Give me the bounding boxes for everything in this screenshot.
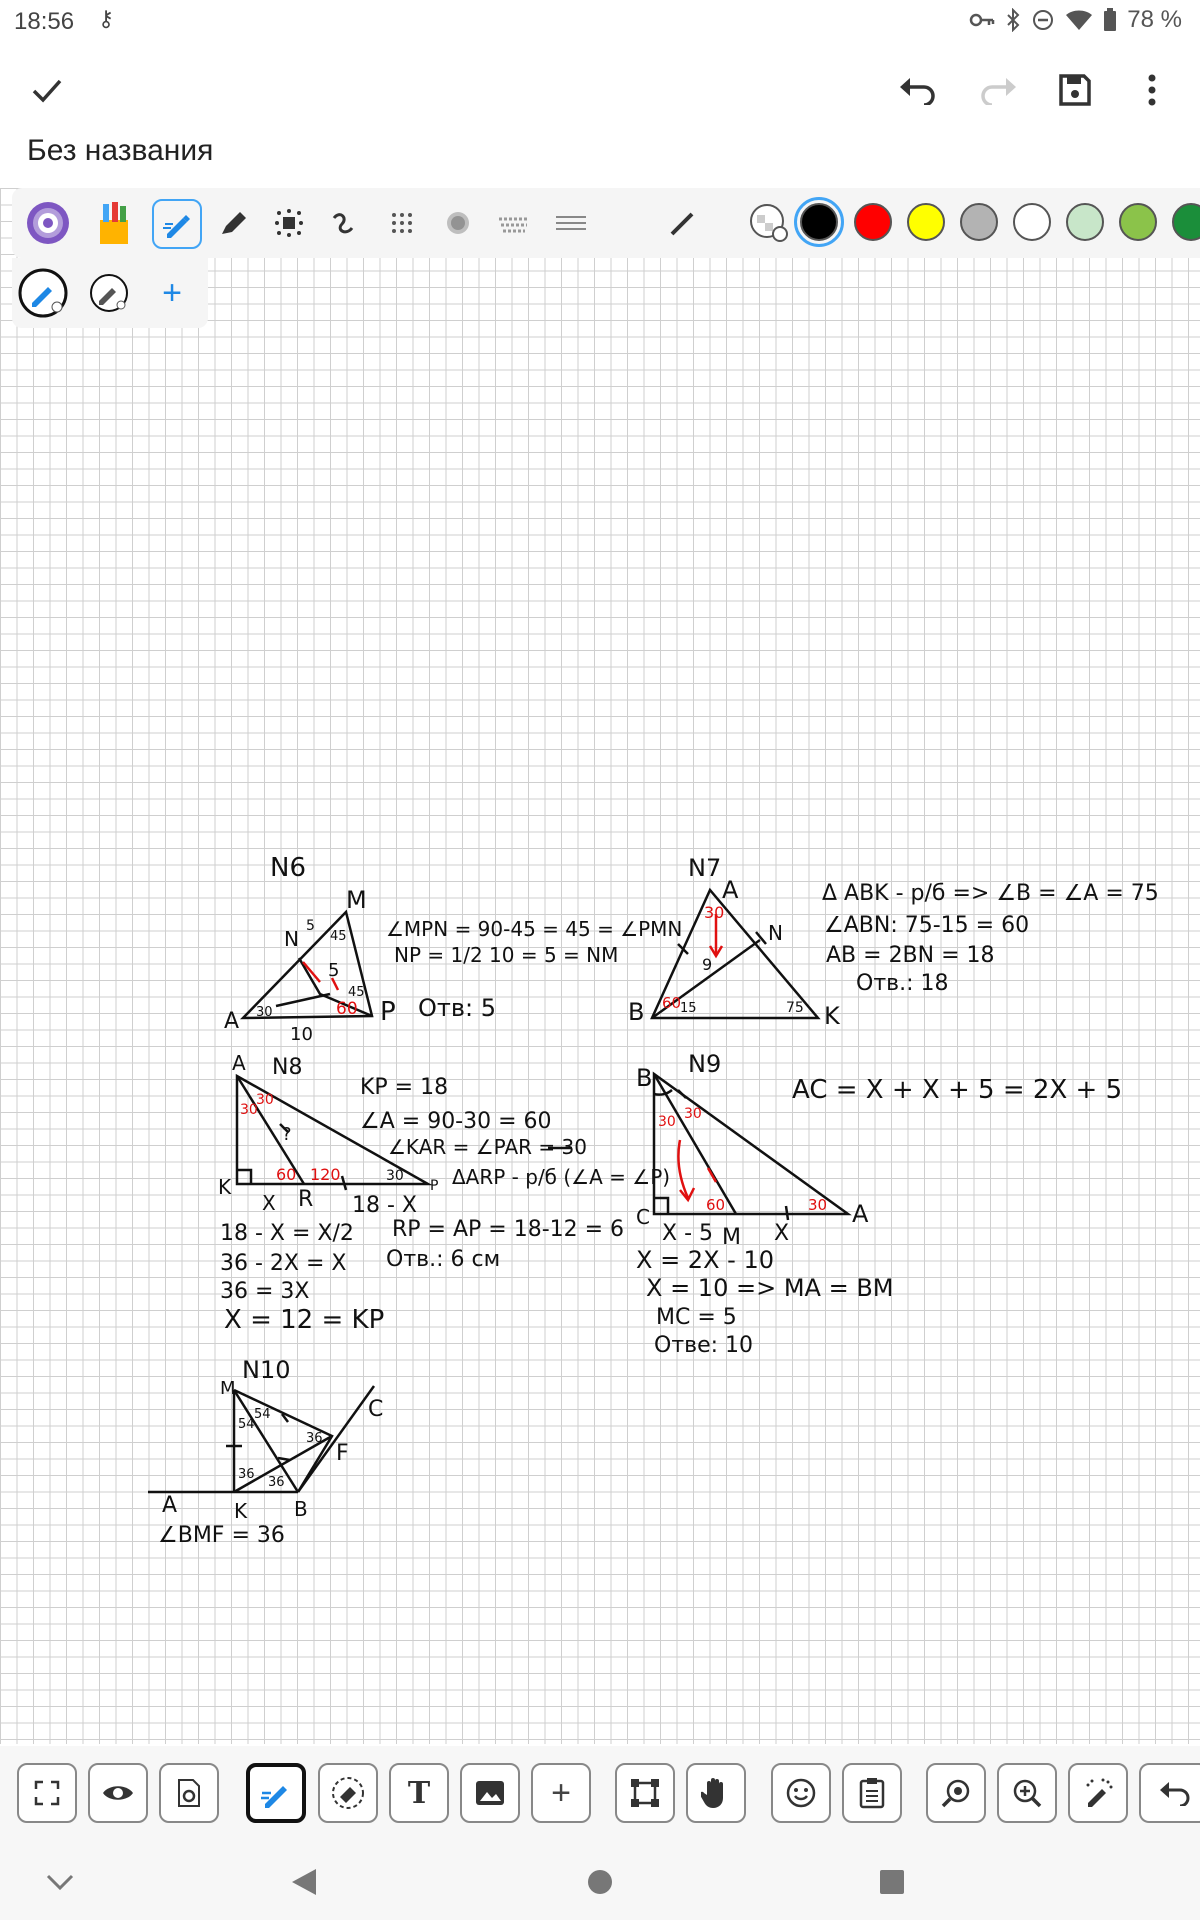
n6-label-n: N (284, 927, 299, 951)
n8-line-6: 36 - 2X = X (220, 1251, 347, 1276)
n8-line-7: 36 = 3X (220, 1279, 310, 1304)
n9-answer: Отвe: 10 (654, 1333, 754, 1358)
n10-label-a: A (162, 1493, 178, 1518)
n10-heading: N10 (242, 1356, 291, 1384)
n8-mark-a30-l: 30 (240, 1102, 258, 1118)
battery-percent: 78 % (1127, 6, 1182, 33)
n7-line-1: Δ ABK - р/б => ∠B = ∠A = 75 (822, 881, 1159, 906)
n9-label-m: M (722, 1225, 741, 1250)
n9-mark-a30-l: 30 (658, 1114, 676, 1130)
n7-label-a: A (722, 876, 739, 904)
n10-mark-a36-k: 36 (238, 1467, 255, 1482)
n10-label-m: M (220, 1378, 236, 1399)
n9-label-b: B (636, 1064, 653, 1092)
n7-mark-a75: 75 (786, 1000, 804, 1016)
n9-line-2: X = 2X - 10 (636, 1246, 774, 1274)
problem-n10 (148, 1386, 374, 1492)
n7-mark-a60: 60 (662, 994, 682, 1012)
hand-pan-icon[interactable] (686, 1763, 746, 1823)
n8-label-k: K (218, 1175, 232, 1199)
hide-keyboard-chevron-icon[interactable] (40, 1862, 80, 1902)
n7-mark-a30: 30 (704, 903, 725, 922)
n8-line-8: X = 12 = KP (224, 1305, 385, 1335)
n9-heading: N9 (688, 1050, 722, 1078)
n7-mark-s9: 9 (702, 955, 713, 974)
n10-label-b: B (294, 1497, 308, 1521)
n10-line-1: ∠BMF = 36 (158, 1523, 285, 1548)
n8-label-r: R (298, 1187, 314, 1212)
bottom-toolbar (0, 1746, 1200, 1842)
magic-pen-icon[interactable] (1068, 1763, 1128, 1823)
n7-label-n: N (768, 921, 783, 945)
n7-label-k: K (824, 1002, 840, 1030)
n8-label-p: P (430, 1178, 439, 1194)
undo-bottom-icon[interactable] (1139, 1763, 1200, 1823)
eraser-tool-icon[interactable] (318, 1763, 378, 1823)
n6-label-m: M (346, 886, 367, 914)
n10-mark-a36-f: 36 (306, 1431, 323, 1446)
n7-mark-a15: 15 (680, 1001, 697, 1016)
page-settings-icon[interactable] (159, 1763, 219, 1823)
n10-mark-a54-l: 54 (238, 1417, 255, 1432)
zoom-in-icon[interactable] (997, 1763, 1057, 1823)
n7-line-2: ∠ABN: 75-15 = 60 (824, 913, 1030, 938)
n6-answer: Отв: 5 (418, 994, 496, 1022)
n6-mark-a45-bottom: 45 (348, 985, 365, 1000)
n8-mark-a60: 60 (276, 1165, 297, 1184)
recents-square-icon[interactable] (872, 1862, 912, 1902)
n10-label-k: K (234, 1499, 248, 1523)
fullscreen-icon[interactable] (17, 1763, 77, 1823)
n9-line-3: X = 10 => MA = BM (646, 1274, 894, 1302)
n10-mark-a36-b: 36 (268, 1475, 285, 1490)
n6-mark-a30: 30 (256, 1005, 273, 1020)
text-tool-label: T (407, 1775, 431, 1811)
n8-answer: Отв.: 6 см (386, 1247, 501, 1272)
n6-mark-base10: 10 (290, 1024, 313, 1045)
n6-mark-a45-top: 45 (330, 929, 347, 944)
n9-label-c: C (636, 1205, 650, 1229)
back-triangle-icon[interactable] (284, 1862, 324, 1902)
n8-line-4: ΔARP - р/б (∠A = ∠P) (452, 1165, 671, 1189)
n8-mark-q: ? (282, 1124, 292, 1145)
n8-mark-x: X (262, 1191, 276, 1215)
crop-frame-icon[interactable] (615, 1763, 675, 1823)
n6-label-p: P (380, 997, 396, 1027)
n10-mark-a54-r: 54 (254, 1407, 271, 1422)
n8-line-9: RP = AP = 18-12 = 6 (392, 1217, 625, 1242)
pen-tool-icon[interactable] (246, 1763, 306, 1823)
n6-heading: N6 (270, 853, 306, 883)
n9-mark-x5: X - 5 (662, 1221, 713, 1246)
n8-line-5: 18 - X = X/2 (220, 1221, 354, 1246)
n9-line-1: AC = X + X + 5 = 2X + 5 (792, 1075, 1123, 1105)
n8-mark-rest: 18 - X (352, 1193, 417, 1218)
n7-heading: N7 (688, 854, 722, 882)
n8-line-3: ∠KAR = ∠PAR = 30 (388, 1135, 587, 1159)
n10-label-f: F (336, 1441, 349, 1466)
n6-mark-a60: 60 (336, 999, 358, 1019)
home-circle-icon[interactable] (580, 1862, 620, 1902)
n7-answer: Отв.: 18 (856, 971, 949, 996)
n8-mark-a120: 120 (310, 1165, 341, 1184)
n9-mark-a30-r: 30 (684, 1106, 702, 1122)
emoji-icon[interactable] (771, 1763, 831, 1823)
n9-line-4: MC = 5 (656, 1305, 737, 1330)
add-element-button[interactable]: + (531, 1763, 591, 1823)
document-title[interactable]: Без названия (27, 134, 214, 167)
n6-line-2: NP = 1/2 10 = 5 = NM (394, 943, 619, 967)
vpn-key-icon: ⚷ (98, 6, 115, 31)
n8-line-1: KP = 18 (360, 1075, 449, 1100)
text-tool-button[interactable] (389, 1763, 449, 1823)
n7-line-3: AB = 2BN = 18 (826, 943, 995, 968)
n6-line-1: ∠MPN = 90-45 = 45 = ∠PMN (386, 917, 683, 941)
n8-mark-a30-r: 30 (256, 1092, 274, 1108)
view-eye-icon[interactable] (88, 1763, 148, 1823)
n6-mark-s5: 5 (306, 918, 315, 934)
n10-label-c: C (368, 1397, 384, 1422)
n8-heading: N8 (272, 1055, 303, 1080)
add-pen-button[interactable]: + (162, 273, 182, 312)
n9-mark-a30-a: 30 (808, 1196, 828, 1214)
zoom-fit-icon[interactable] (926, 1763, 986, 1823)
n9-mark-a60: 60 (706, 1196, 726, 1214)
system-nav-bar (0, 1842, 1200, 1920)
image-insert-icon[interactable] (460, 1763, 520, 1823)
n8-label-a: A (232, 1051, 246, 1075)
n8-mark-a30-p: 30 (386, 1168, 404, 1184)
n9-label-a: A (852, 1200, 869, 1228)
status-time: 18:56 (14, 8, 75, 35)
n9-mark-x: X (774, 1221, 790, 1246)
n7-label-b: B (628, 998, 645, 1026)
n6-label-a: A (224, 1009, 240, 1034)
clipboard-icon[interactable] (842, 1763, 902, 1823)
n8-line-2: ∠A = 90-30 = 60 (360, 1109, 552, 1134)
n6-mark-side5: 5 (328, 960, 340, 981)
